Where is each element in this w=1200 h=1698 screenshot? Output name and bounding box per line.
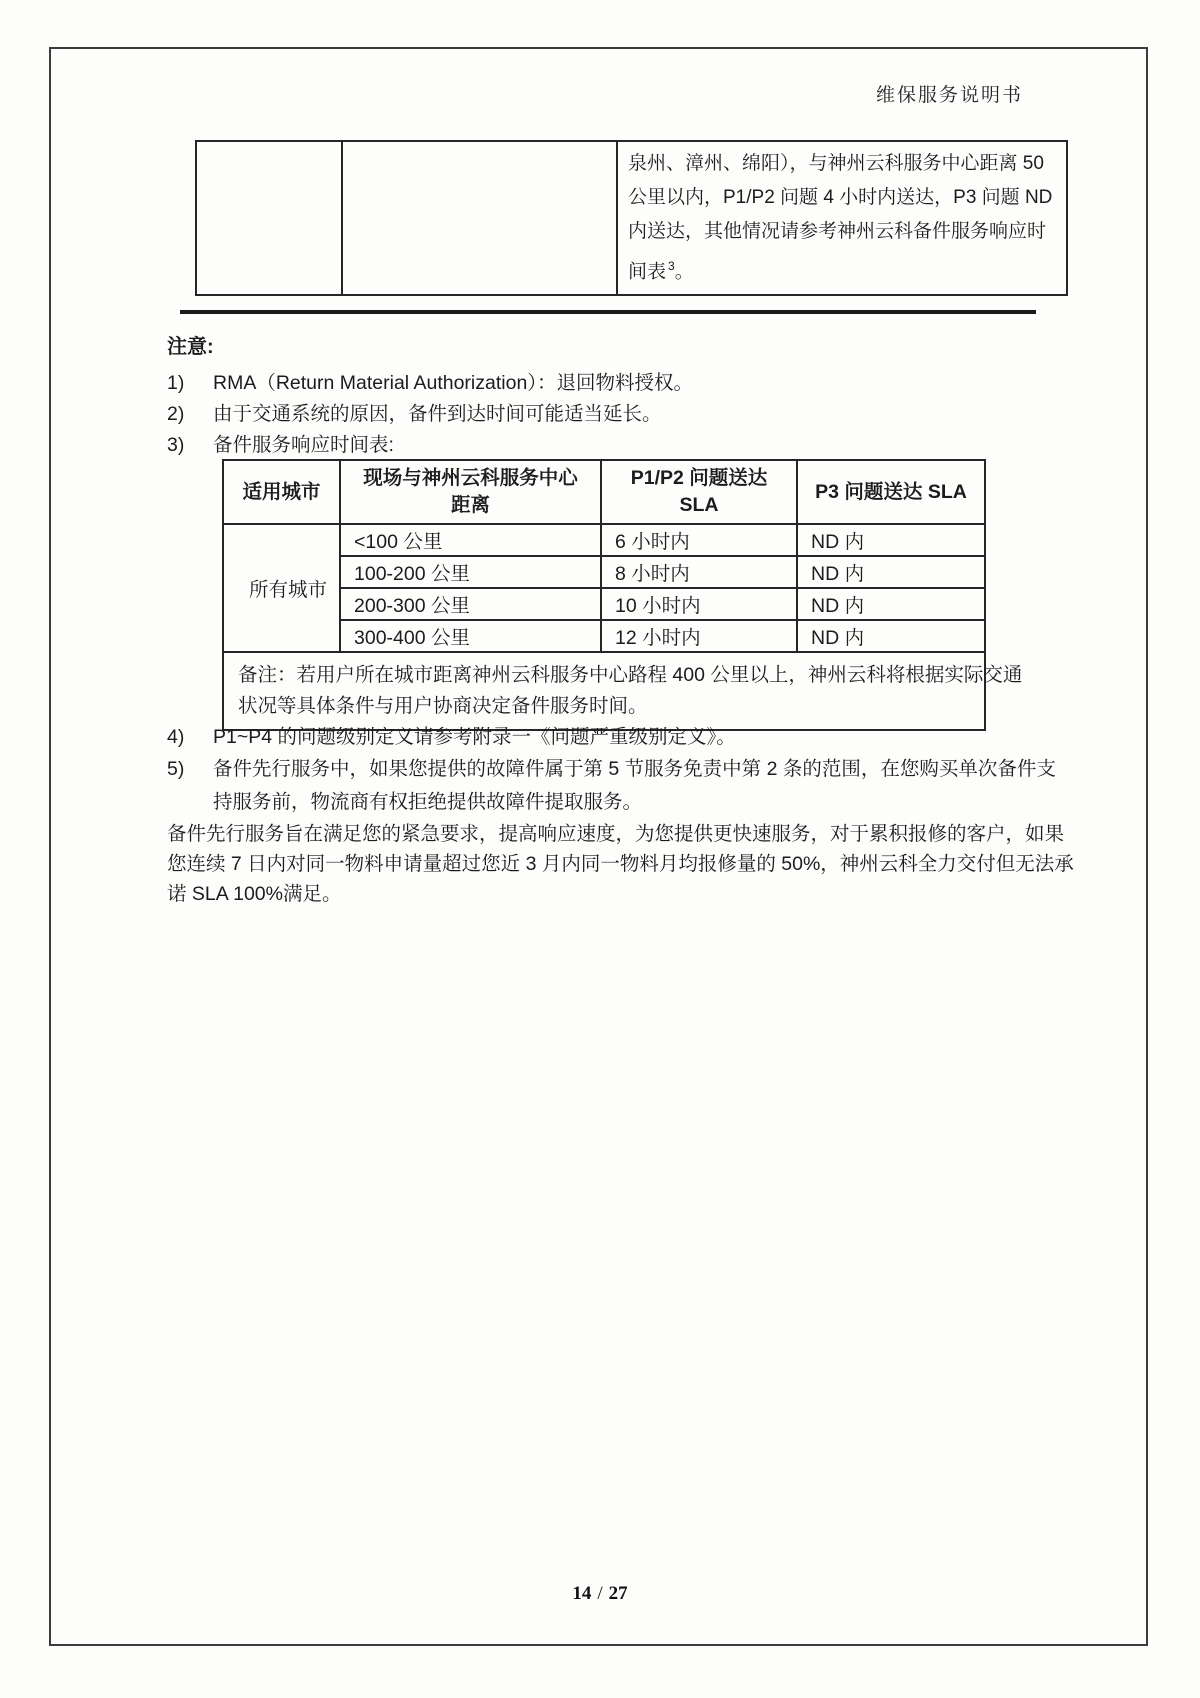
sla-cell-p3: ND 内: [797, 556, 985, 588]
sla-cell-p12: 10 小时内: [601, 588, 797, 620]
page-header-title: 维保服务说明书: [875, 85, 1023, 106]
sla-cell-distance: 200-300 公里: [340, 588, 601, 620]
footnote-marker: 3: [668, 259, 675, 273]
note-line: 状况等具体条件与用户协商决定备件服务时间。: [238, 695, 648, 717]
sla-cell-p3: ND 内: [797, 524, 985, 556]
item-text: 备件服务响应时间表:: [213, 434, 394, 456]
item-number: 5): [167, 758, 185, 780]
closing-paragraph-line: 备件先行服务旨在满足您的紧急要求，提高响应速度，为您提供更快速服务，对于累积报修的客户，如果: [167, 823, 1065, 845]
cell-text-line: 内送达，其他情况请参考神州云科备件服务响应时: [628, 221, 1047, 242]
sla-row: [223, 524, 985, 556]
sla-header-city: 适用城市: [223, 460, 340, 524]
notice-label: 注意:: [167, 336, 214, 358]
item-text: P1~P4 的问题级别定义请参考附录一《问题严重级别定义》。: [213, 726, 736, 748]
sla-cell-p12: 6 小时内: [601, 524, 797, 556]
sla-cell-distance: 100-200 公里: [340, 556, 601, 588]
item-number: 1): [167, 372, 185, 394]
cell-text-line: 间表 $^3$。: [628, 259, 694, 283]
sla-cell-distance: 300-400 公里: [340, 620, 601, 652]
continuation-table: [195, 140, 1068, 296]
closing-paragraph-line: 您连续 7 日内对同一物料申请量超过您近 3 月内同一物料月均报修量的 50%，神州云科全力交付但无法承: [167, 853, 1074, 875]
notice-item-2: [167, 398, 662, 426]
page-total: 27: [608, 1583, 628, 1604]
notice-item-5-line2: 持服务前，物流商有权拒绝提供故障件提取服务。: [213, 791, 643, 813]
notice-item-3: [167, 429, 394, 457]
sla-cell-p3: ND 内: [797, 620, 985, 652]
notice-item-5: [167, 753, 1056, 781]
continuation-cell-empty-2: [342, 141, 617, 295]
cell-text-line: 公里以内，P1/P2 问题 4 小时内送达，P3 问题 ND: [628, 187, 1053, 208]
sla-note-row: [223, 652, 985, 730]
sla-table: [222, 459, 1023, 731]
table-row: [196, 141, 1067, 295]
sla-cell-p12: 12 小时内: [601, 620, 797, 652]
note-line: 备注：若用户所在城市距离神州云科服务中心路程 400 公里以上，神州云科将根据实际交通: [238, 664, 1023, 686]
sla-header-p3: P3 问题送达 SLA: [797, 460, 985, 524]
sla-note-cell: [223, 652, 1023, 730]
item-text: RMA（Return Material Authorization）：退回物料授权。: [213, 372, 694, 394]
item-text: 备件先行服务中，如果您提供的故障件属于第 5 节服务免责中第 2 条的范围，在您购买单次备件支: [213, 758, 1056, 780]
sla-group-label: 所有城市: [223, 524, 340, 652]
page-number: 14: [572, 1583, 592, 1604]
notice-item-4: [167, 721, 736, 749]
item-text: 由于交通系统的原因，备件到达时间可能适当延长。: [213, 403, 662, 425]
page-footer: [0, 1583, 1200, 1605]
cell-text-line: 泉州、漳州、绵阳），与神州云科服务中心距离 50: [628, 153, 1044, 174]
item-number: 4): [167, 726, 185, 748]
sla-cell-p3: ND 内: [797, 588, 985, 620]
sla-header-row: [223, 460, 985, 524]
closing-paragraph-line: 诺 SLA 100%满足。: [167, 883, 342, 905]
sla-header-distance: 现场与神州云科服务中心 距离: [340, 460, 601, 524]
continuation-cell-empty-1: [196, 141, 342, 295]
sla-header-p12: P1/P2 问题送达 SLA: [601, 460, 797, 524]
section-divider: [180, 310, 1036, 314]
page-separator: /: [597, 1583, 603, 1604]
continuation-cell-text: [617, 141, 1067, 295]
sla-cell-distance: <100 公里: [340, 524, 601, 556]
sla-cell-p12: 8 小时内: [601, 556, 797, 588]
item-number: 3): [167, 434, 185, 456]
notice-item-1: [167, 367, 693, 395]
item-number: 2): [167, 403, 185, 425]
